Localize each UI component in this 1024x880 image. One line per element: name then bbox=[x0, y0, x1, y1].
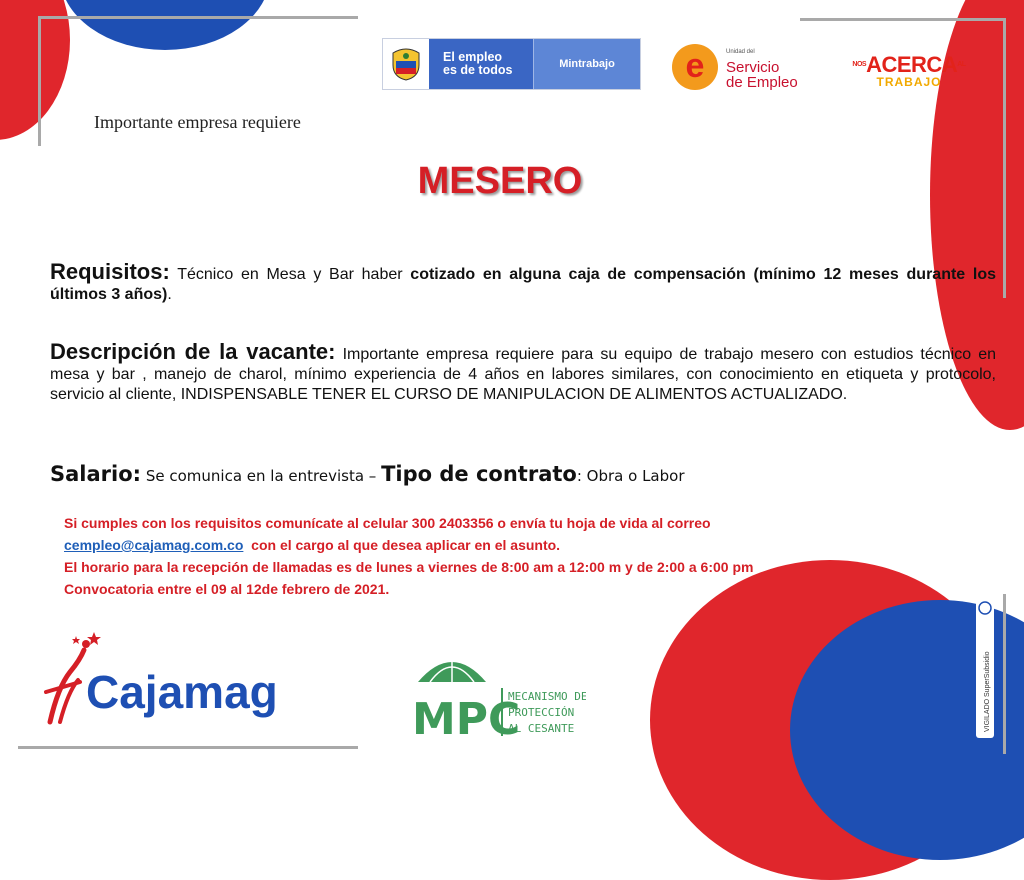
contact-line1: Si cumples con los requisitos comunícate al celular 300 2403356 o envía tu hoja de vida al correo bbox=[64, 515, 711, 531]
gov-logo-ministry: Mintrabajo bbox=[533, 39, 640, 89]
intro-text: Importante empresa requiere bbox=[94, 112, 301, 132]
servicio-empleo-e-icon: e bbox=[672, 44, 718, 90]
mpc-logo bbox=[406, 648, 586, 740]
acerca-main: ACERCA bbox=[866, 52, 958, 77]
requisitos-colon: : bbox=[162, 259, 170, 284]
contact-line2: con el cargo al que desea aplicar en el asunto. bbox=[251, 537, 561, 553]
descripcion-paragraph bbox=[50, 339, 996, 405]
requisitos-bold-text: cotizado en alguna caja de compensación (mínimo 12 meses durante los últimos 3 años) bbox=[50, 266, 997, 303]
servicio-small-label: Unidad del bbox=[726, 48, 755, 55]
nos-acerca-al-trabajo-logo bbox=[846, 54, 972, 88]
mpc-line3: AL CESANTE bbox=[508, 722, 575, 735]
colombia-shield-icon bbox=[383, 39, 429, 89]
cajamag-logo bbox=[40, 632, 320, 728]
acerca-trabajo: TRABAJO bbox=[876, 75, 942, 89]
frame-line-top-right-h bbox=[800, 18, 1006, 21]
requisitos-text: Técnico en Mesa y Bar haber bbox=[177, 266, 403, 283]
contact-block bbox=[64, 512, 964, 600]
frame-line-top-left-h bbox=[38, 16, 358, 19]
contrato-value: : Obra o Labor bbox=[576, 467, 685, 485]
mpc-line2: PROTECCIÓN bbox=[508, 706, 575, 719]
frame-line-bottom-right-v bbox=[1003, 594, 1006, 754]
requisitos-end: . bbox=[167, 286, 172, 303]
gov-logo-line2: es de todos bbox=[443, 63, 513, 77]
contact-email-link[interactable]: cempleo@cajamag.com.co bbox=[64, 537, 244, 553]
acerca-al: AL bbox=[957, 61, 966, 68]
servicio-line1: Servicio bbox=[726, 58, 780, 76]
descripcion-text: Importante empresa requiere para su equipo de trabajo mesero con estudios técnico en mesa y bar , manejo de charol, mínimo experiencia de 4 años en labores similares, con conocimiento en etiqueta y protocolo, servicio al cliente, INDISPENSABLE TENER EL CURSO DE MANIPULACION DE ALIMENTOS ACTUALIZADO. bbox=[50, 346, 996, 403]
salario-value: Se comunica en la entrevista – bbox=[145, 467, 377, 485]
servicio-empleo-logo bbox=[672, 44, 798, 90]
corner-red-top-left bbox=[0, 0, 70, 140]
page-title: MESERO bbox=[417, 160, 583, 202]
gov-logo bbox=[382, 38, 641, 88]
salario-label: Salario bbox=[50, 462, 133, 486]
salario-colon: : bbox=[132, 462, 142, 486]
requisitos-label: Requisitos bbox=[50, 259, 163, 284]
frame-line-left-v bbox=[38, 16, 41, 146]
requisitos-paragraph bbox=[50, 259, 997, 305]
vigilado-badge bbox=[976, 598, 994, 738]
salario-paragraph bbox=[50, 464, 996, 486]
umbrella-icon bbox=[418, 656, 486, 682]
acerca-nos: NOS bbox=[852, 61, 867, 68]
mpc-line1: MECANISMO DE bbox=[508, 690, 586, 703]
frame-line-right-v bbox=[1003, 18, 1006, 298]
contact-line3: El horario para la recepción de llamadas es de lunes a viernes de 8:00 am a 12:00 m y de 2:00 a 6:00 pm bbox=[64, 559, 754, 575]
descripcion-label: Descripción de la vacante: bbox=[50, 339, 336, 364]
corner-blue-top bbox=[60, 0, 270, 50]
mpc-abbr: MPC bbox=[412, 694, 521, 740]
servicio-line2: de Empleo bbox=[726, 73, 798, 91]
frame-line-bottom-left-h bbox=[18, 746, 358, 749]
vigilado-text: VIGILADO SuperSubsidio bbox=[984, 651, 991, 732]
contrato-label: Tipo de contrato bbox=[381, 462, 577, 486]
cajamag-wordmark: Cajamag bbox=[86, 666, 278, 718]
gov-logo-line1: El empleo bbox=[443, 50, 503, 64]
contact-line4: Convocatoria entre el 09 al 12de febrero de 2021. bbox=[64, 581, 390, 597]
